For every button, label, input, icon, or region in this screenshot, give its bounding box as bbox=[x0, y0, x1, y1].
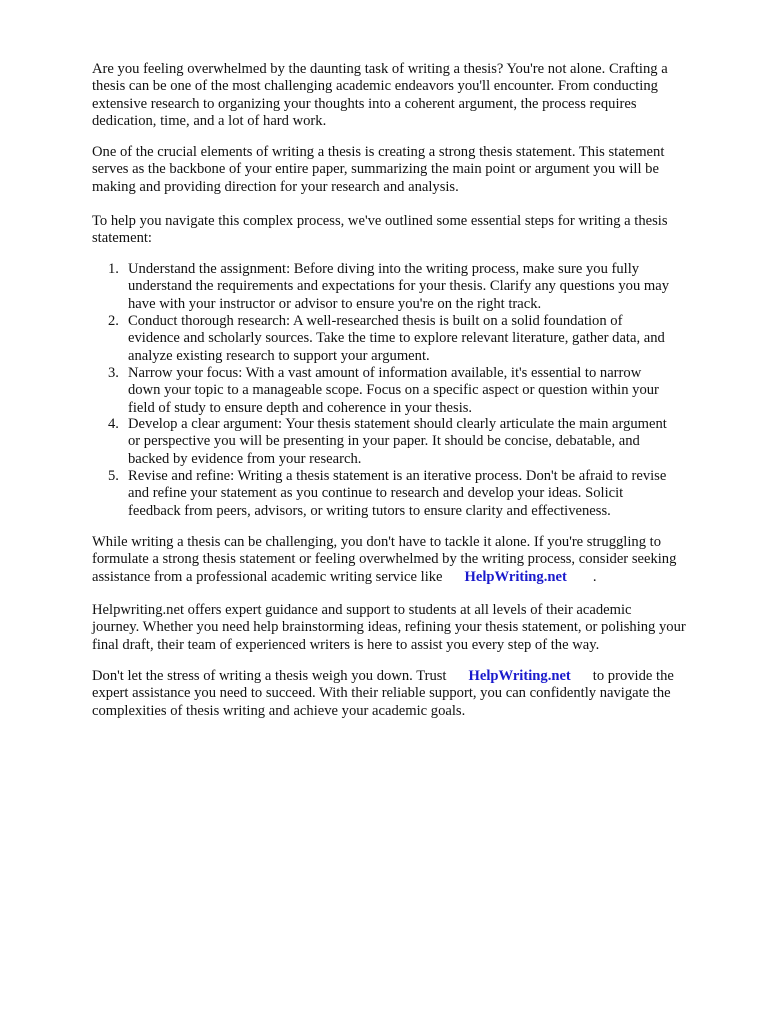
text-line: have with your instructor or advisor to ensure you're on the right track. bbox=[128, 295, 542, 312]
text-line: down your topic to a manageable scope. Focus on a specific aspect or question within your bbox=[128, 382, 659, 399]
text-line: journey. Whether you need help brainstorming ideas, refining your thesis statement, or polishing your bbox=[92, 619, 686, 636]
text-line: and refine your statement as you continue to research and develop your ideas. Solicit bbox=[128, 485, 624, 502]
text-line: Helpwriting.net offers expert guidance and support to students at all levels of their academic bbox=[92, 602, 632, 618]
list-number: 2. bbox=[108, 313, 119, 329]
text-line: serves as the backbone of your entire paper, summarizing the main point or argument you will be bbox=[92, 161, 659, 178]
text-line: thesis can be one of the most challenging academic endeavors you'll encounter. From conducting bbox=[92, 78, 658, 95]
text-line: Narrow your focus: With a vast amount of information available, it's essential to narrow bbox=[128, 365, 642, 381]
text-line: Conduct thorough research: A well-researched thesis is built on a solid foundation of bbox=[128, 313, 623, 329]
text-line: final draft, their team of experienced writers is here to assist you every step of the way. bbox=[92, 636, 600, 653]
text-line: While writing a thesis can be challenging, you don't have to tackle it alone. If you're struggling to bbox=[92, 534, 661, 550]
text-line: complexities of thesis writing and achieve your academic goals. bbox=[92, 702, 466, 719]
list-number: 3. bbox=[108, 365, 119, 381]
text-line: Revise and refine: Writing a thesis statement is an iterative process. Don't be afraid to revise bbox=[128, 468, 667, 484]
text-line bbox=[92, 569, 732, 586]
text-line: To help you navigate this complex process, we've outlined some essential steps for writing a thesis bbox=[92, 213, 668, 229]
text-line: Develop a clear argument: Your thesis statement should clearly articulate the main argument bbox=[128, 416, 667, 432]
text-line: extensive research to organizing your thoughts into a coherent argument, the process requires bbox=[92, 95, 637, 112]
text-line: field of study to ensure depth and coherence in your thesis. bbox=[128, 399, 473, 416]
text-line: statement: bbox=[92, 230, 152, 247]
intro-paragraph bbox=[92, 61, 732, 130]
text-segment: Don't let the stress of writing a thesis weigh you down. Trust bbox=[92, 668, 447, 684]
list-number: 4. bbox=[108, 416, 119, 432]
text-line: Understand the assignment: Before diving into the writing process, make sure you fully bbox=[128, 261, 640, 277]
assistance-paragraph bbox=[92, 534, 732, 586]
helpwriting-link[interactable]: HelpWriting.net bbox=[464, 568, 567, 585]
text-segment: assistance from a professional academic writing service like bbox=[92, 568, 443, 585]
text-line bbox=[92, 668, 732, 685]
steps-intro-paragraph bbox=[92, 213, 732, 248]
text-line: formulate a strong thesis statement or feeling overwhelmed by the writing process, consider seeking bbox=[92, 551, 677, 568]
list-number: 1. bbox=[108, 261, 119, 277]
text-line: or perspective you will be presenting in your paper. It should be concise, debatable, and bbox=[128, 433, 640, 450]
helpwriting-paragraph bbox=[92, 602, 732, 654]
thesis-statement-paragraph bbox=[92, 144, 732, 196]
list-number: 5. bbox=[108, 468, 119, 484]
text-segment: . bbox=[592, 568, 597, 585]
text-line: analyze existing research to support your argument. bbox=[128, 347, 430, 364]
text-line: making and providing direction for your research and analysis. bbox=[92, 178, 459, 195]
text-line: evidence and scholarly sources. Take the time to explore relevant literature, gather data, and bbox=[128, 330, 665, 347]
text-line: One of the crucial elements of writing a thesis is creating a strong thesis statement. This statement bbox=[92, 144, 665, 160]
text-line: expert assistance you need to succeed. With their reliable support, you can confidently navigate the bbox=[92, 685, 671, 702]
text-line: understand the requirements and expectations for your thesis. Clarify any questions you may bbox=[128, 278, 670, 295]
text-line: feedback from peers, advisors, or writing tutors to ensure clarity and effectiveness. bbox=[128, 502, 611, 519]
text-line: backed by evidence from your research. bbox=[128, 450, 362, 467]
text-line: dedication, time, and a lot of hard work. bbox=[92, 112, 327, 129]
helpwriting-link[interactable]: HelpWriting.net bbox=[468, 668, 571, 684]
text-segment: to provide the bbox=[592, 668, 674, 684]
text-line: Are you feeling overwhelmed by the daunting task of writing a thesis? You're not alone. Crafting a bbox=[92, 61, 668, 77]
closing-paragraph bbox=[92, 668, 732, 720]
